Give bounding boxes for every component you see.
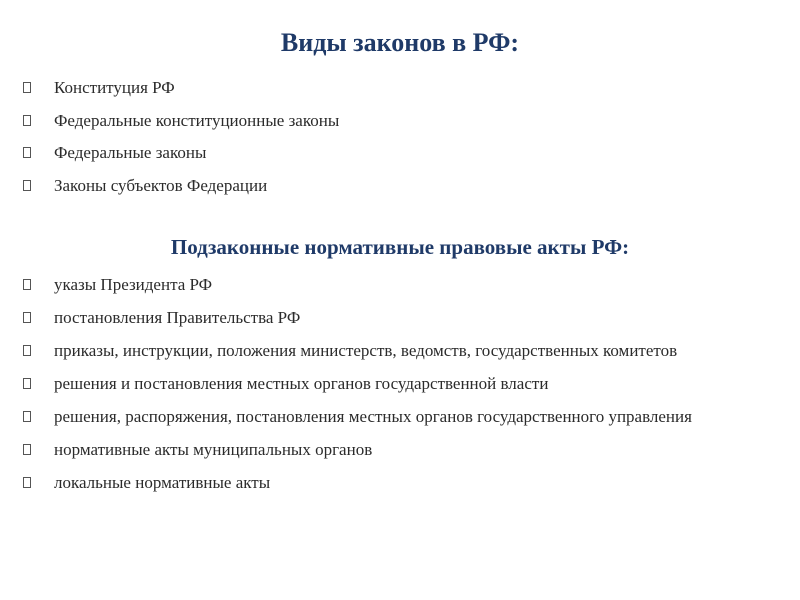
box-bullet-icon (23, 444, 31, 455)
laws-list (0, 76, 790, 206)
acts-list (0, 273, 790, 504)
list-item-text: Конституция РФ (54, 78, 175, 97)
list-item (0, 471, 790, 495)
box-bullet-icon (23, 312, 31, 323)
box-bullet-icon (23, 477, 31, 488)
list-item (0, 306, 790, 330)
box-bullet-icon (23, 82, 31, 93)
list-item-text: Федеральные законы (54, 143, 207, 162)
box-bullet-icon (23, 180, 31, 191)
list-item-text: решения, распоряжения, постановления местных органов государственного управления (54, 407, 692, 426)
list-item (0, 141, 790, 165)
list-item-text: нормативные акты муниципальных органов (54, 440, 373, 459)
list-item-text: указы Президента РФ (54, 275, 213, 294)
box-bullet-icon (23, 147, 31, 158)
list-item (0, 372, 790, 396)
list-item-text: локальные нормативные акты (54, 473, 271, 492)
list-item (0, 174, 790, 198)
list-item-text: Федеральные конституционные законы (54, 110, 340, 130)
box-bullet-icon (23, 115, 31, 126)
list-item (0, 405, 790, 429)
box-bullet-icon (23, 378, 31, 389)
list-item-text: постановления Правительства РФ (54, 308, 301, 327)
list-item (0, 339, 790, 363)
list-item (0, 438, 790, 462)
section-subtitle: Подзаконные нормативные правовые акты РФ: (170, 235, 630, 259)
box-bullet-icon (23, 279, 31, 290)
box-bullet-icon (23, 345, 31, 356)
list-item (0, 109, 790, 133)
box-bullet-icon (23, 411, 31, 422)
list-item (0, 76, 790, 100)
list-item-text: решения и постановления местных органов государственной власти (54, 374, 549, 393)
list-item-text: приказы, инструкции, положения министерств, ведомств, государственных комитетов (54, 341, 678, 360)
list-item-text: Законы субъектов Федерации (54, 175, 268, 195)
page-title: Виды законов в РФ: (280, 28, 520, 57)
list-item (0, 273, 790, 297)
